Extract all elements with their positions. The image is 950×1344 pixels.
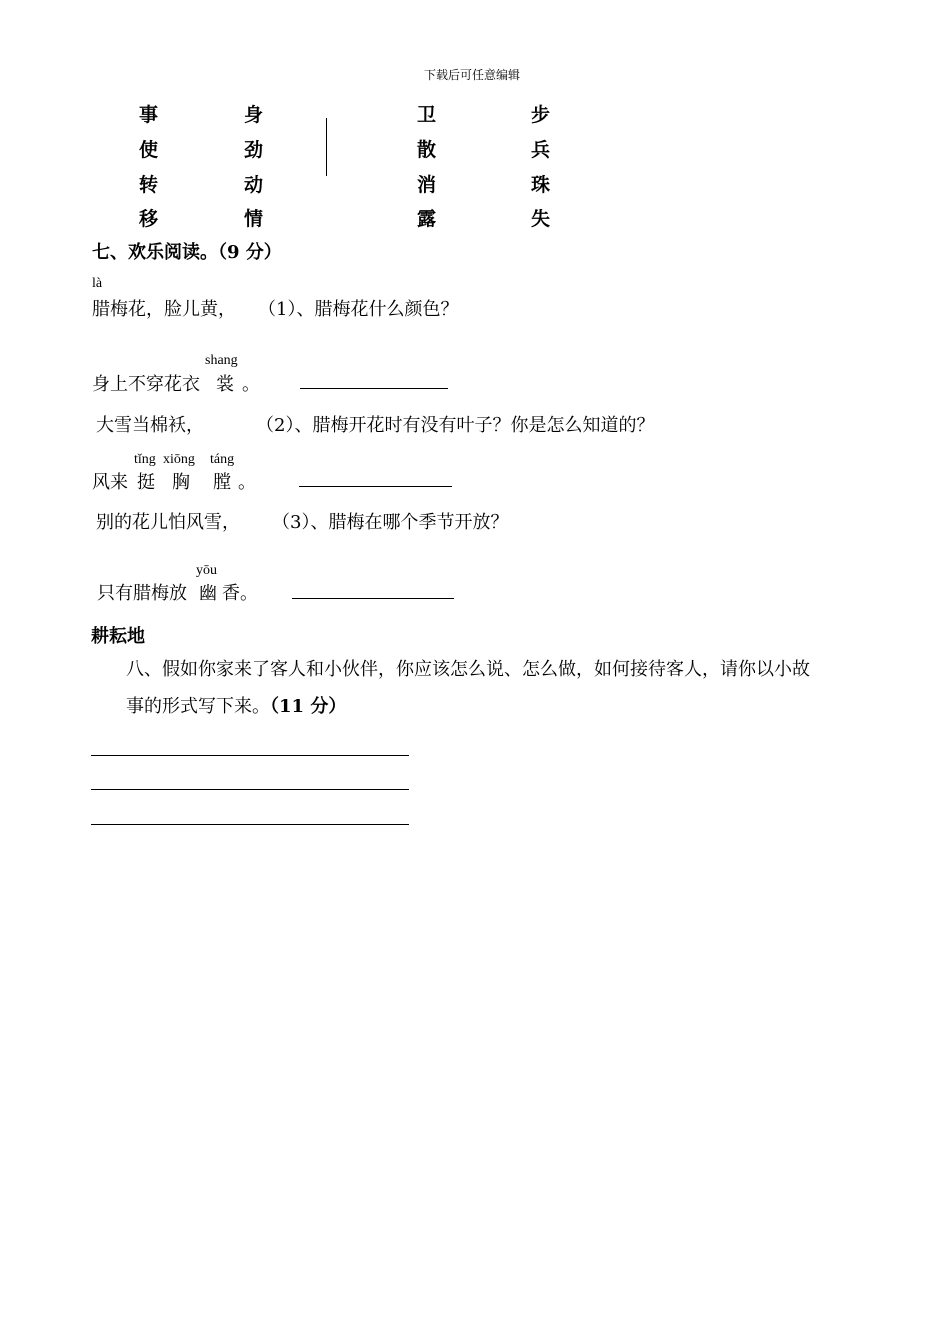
writing-line-2[interactable] — [91, 789, 409, 790]
match-char: 动 — [244, 174, 264, 196]
question-8-text: 事的形式写下来。 — [126, 696, 270, 717]
answer-blank-1[interactable] — [300, 388, 448, 389]
pinyin-ting: tǐng — [134, 452, 156, 467]
match-char: 消 — [417, 174, 437, 196]
pinyin-tang: táng — [210, 452, 235, 467]
match-char: 步 — [531, 104, 551, 126]
question-2: （2）、腊梅开花时有没有叶子？你是怎么知道的？ — [256, 415, 655, 436]
pinyin-you: yōu — [196, 563, 217, 578]
match-char: 劲 — [244, 139, 264, 161]
poem-line-4d: 膛 — [213, 472, 231, 493]
match-char: 兵 — [531, 139, 551, 161]
question-8-line-1: 八、假如你家来了客人和小伙伴，你应该怎么说、怎么做，如何接待客人，请你以小故 — [126, 659, 810, 680]
poem-line-1: 腊梅花，脸儿黄， — [92, 299, 236, 320]
poem-line-4a: 风来 — [92, 472, 128, 493]
answer-blank-3[interactable] — [292, 598, 454, 599]
poem-line-4e: 。 — [238, 472, 256, 493]
poem-line-4b: 挺 — [137, 472, 155, 493]
poem-line-2b: 裳 — [216, 374, 234, 395]
poem-line-4c: 胸 — [172, 472, 190, 493]
poem-line-2c: 。 — [242, 374, 260, 395]
match-char: 珠 — [531, 174, 551, 196]
pinyin-la: là — [92, 276, 103, 291]
poem-line-3: 大雪当棉袄， — [96, 415, 204, 436]
question-8-line-2 — [126, 692, 346, 718]
match-char: 失 — [531, 208, 551, 230]
section-7-title: 七、欢乐阅读。（9 分） — [92, 242, 282, 263]
question-3: （3）、腊梅在哪个季节开放？ — [272, 512, 509, 533]
match-char: 卫 — [417, 104, 437, 126]
writing-line-1[interactable] — [91, 755, 409, 756]
match-char: 情 — [244, 208, 264, 230]
page-header-note: 下载后可任意编辑 — [424, 68, 521, 82]
writing-line-3[interactable] — [91, 824, 409, 825]
pinyin-shang: shang — [205, 353, 238, 368]
match-char: 移 — [139, 208, 159, 230]
match-char: 散 — [417, 139, 437, 161]
question-8-score: （11 分） — [270, 696, 347, 717]
poem-line-6c: 香。 — [222, 583, 258, 604]
match-char: 使 — [139, 139, 159, 161]
poem-line-5: 别的花儿怕风雪， — [96, 512, 240, 533]
match-char: 事 — [139, 104, 159, 126]
poem-line-6b: 幽 — [199, 583, 217, 604]
grid-divider — [326, 118, 327, 176]
field-section-title: 耕耘地 — [91, 626, 145, 647]
pinyin-xiong: xiōng — [163, 452, 195, 467]
question-1: （1）、腊梅花什么颜色？ — [258, 299, 459, 320]
match-char: 转 — [139, 174, 159, 196]
poem-line-2a: 身上不穿花衣 — [92, 374, 200, 395]
match-char: 露 — [417, 208, 437, 230]
poem-line-6a: 只有腊梅放 — [97, 583, 187, 604]
match-char: 身 — [244, 104, 264, 126]
answer-blank-2[interactable] — [299, 486, 452, 487]
